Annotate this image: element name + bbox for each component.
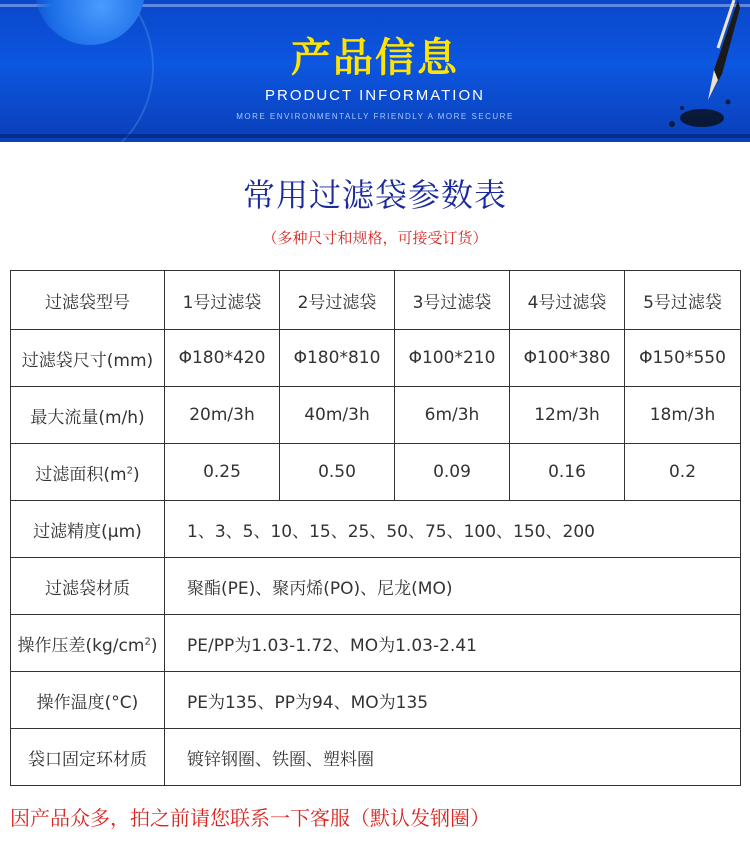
banner-subtitle: PRODUCT INFORMATION [265, 87, 485, 104]
row-label: 过滤袋尺寸(mm) [11, 330, 165, 387]
table-row [11, 444, 741, 501]
table-row [11, 330, 741, 387]
table-cell: Φ100*380 [510, 330, 625, 387]
header-cell: 4号过滤袋 [510, 271, 625, 330]
row-label-tail: ) [150, 635, 158, 656]
table-cell: 12m/3h [510, 387, 625, 444]
table-cell: 0.2 [625, 444, 741, 501]
row-label [11, 615, 165, 672]
table-cell: 20m/3h [165, 387, 280, 444]
table-cell: 0.09 [395, 444, 510, 501]
table-subheading: （多种尺寸和规格，可接受订货） [262, 229, 488, 247]
table-cell: 18m/3h [625, 387, 741, 444]
row-label: 过滤精度(μm) [11, 501, 165, 558]
table-cell: 0.16 [510, 444, 625, 501]
table-row [11, 387, 741, 444]
table-cell: Φ180*420 [165, 330, 280, 387]
row-label-text: 过滤面积(m [35, 464, 127, 485]
table-cell-wide: 镀锌钢圈、铁圈、塑料圈 [165, 729, 741, 786]
row-label-tail: ) [132, 464, 140, 485]
row-label: 操作温度(°C) [11, 672, 165, 729]
table-cell: Φ180*810 [280, 330, 395, 387]
row-label: 过滤袋材质 [11, 558, 165, 615]
banner-tagline: MORE ENVIRONMENTALLY FRIENDLY A MORE SECURE [236, 112, 514, 121]
table-row [11, 615, 741, 672]
header-cell: 1号过滤袋 [165, 271, 280, 330]
banner-title: 产品信息 [291, 35, 459, 81]
row-label-text: 操作压差(kg/cm [17, 635, 145, 656]
table-cell-wide: PE/PP为1.03-1.72、MO为1.03-2.41 [165, 615, 741, 672]
unit-superscript: 2 [126, 464, 133, 476]
unit-superscript: 2 [144, 635, 151, 647]
ink-brush-icon [630, 0, 740, 142]
table-cell-wide: 1、3、5、10、15、25、50、75、100、150、200 [165, 501, 741, 558]
table-cell: Φ100*210 [395, 330, 510, 387]
product-info-banner [0, 0, 750, 142]
header-cell: 过滤袋型号 [11, 271, 165, 330]
header-cell: 3号过滤袋 [395, 271, 510, 330]
row-label: 最大流量(m/h) [11, 387, 165, 444]
table-cell: Φ150*550 [625, 330, 741, 387]
filter-bag-spec-table [10, 270, 741, 786]
table-row [11, 729, 741, 786]
table-row [11, 672, 741, 729]
table-row [11, 558, 741, 615]
table-cell: 6m/3h [395, 387, 510, 444]
banner-bottom-stripe [0, 134, 750, 138]
table-cell: 0.25 [165, 444, 280, 501]
table-cell: 40m/3h [280, 387, 395, 444]
table-header-row [11, 271, 741, 330]
table-cell: 0.50 [280, 444, 395, 501]
header-cell: 2号过滤袋 [280, 271, 395, 330]
table-heading: 常用过滤袋参数表 [242, 176, 507, 214]
table-cell-wide: 聚酯(PE)、聚丙烯(PO)、尼龙(MO) [165, 558, 741, 615]
row-label [11, 444, 165, 501]
table-row [11, 501, 741, 558]
footer-note: 因产品众多，拍之前请您联系一下客服（默认发钢圈） [10, 806, 490, 830]
table-cell-wide: PE为135、PP为94、MO为135 [165, 672, 741, 729]
header-cell: 5号过滤袋 [625, 271, 741, 330]
row-label: 袋口固定环材质 [11, 729, 165, 786]
